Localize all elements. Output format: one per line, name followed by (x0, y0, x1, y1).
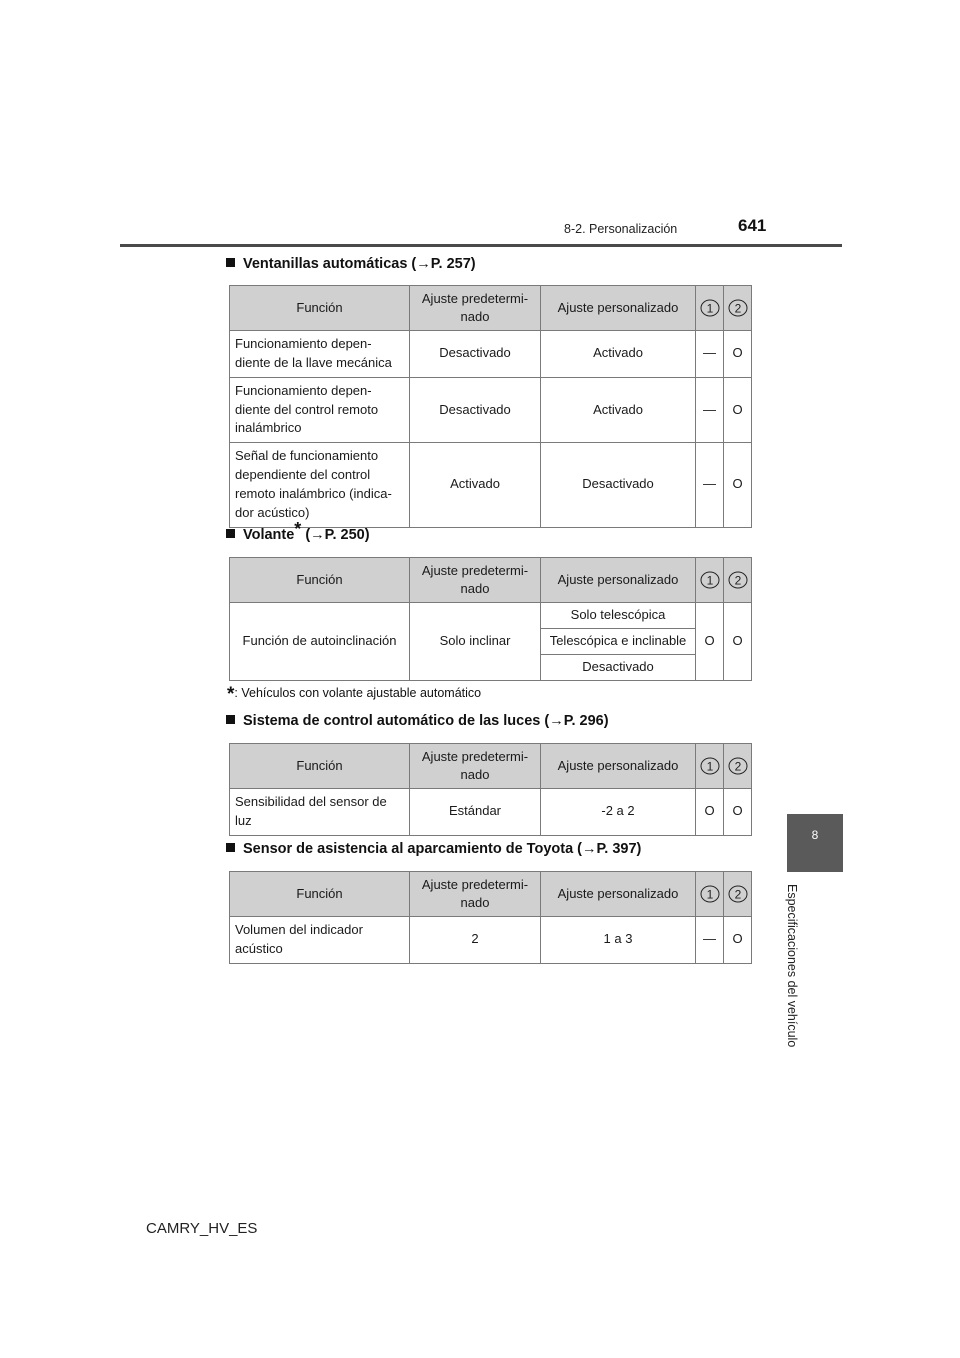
table-row (230, 443, 752, 527)
header-col-2 (724, 558, 752, 603)
table-row (230, 917, 752, 964)
circled-1-icon (700, 885, 720, 903)
cell-default: 2 (410, 917, 541, 964)
cell-funcion: Funcionamiento depen- diente de la llave mecánica (230, 331, 410, 378)
cell-default: Estándar (410, 789, 541, 836)
cell-custom-option: Telescópica e inclinable (541, 629, 696, 655)
table-row (230, 331, 752, 378)
cell-custom-option: Solo telescópica (541, 603, 696, 629)
table-row (230, 789, 752, 836)
header-ajuste-personalizado: Ajuste personalizado (541, 872, 696, 917)
section-label: 8-2. Personalización (564, 222, 678, 236)
cell-custom-option: Desactivado (541, 655, 696, 681)
col1-label: 1 (706, 573, 714, 588)
section-title-sensor (226, 841, 641, 857)
cell-col2: O (724, 603, 752, 681)
section-title-ventanillas (226, 256, 476, 272)
cell-col1: — (696, 377, 724, 443)
cell-funcion: Señal de funcionamiento dependiente del control remoto inalámbrico (indica- dor acústico) (230, 443, 410, 527)
chapter-label (785, 884, 808, 1054)
header-col-1 (696, 286, 724, 331)
document-code: CAMRY_HV_ES (146, 1220, 258, 1237)
table-luces (229, 743, 752, 836)
footnote-asterisk: * (227, 684, 235, 705)
cell-col2: O (724, 377, 752, 443)
header-col-2 (724, 286, 752, 331)
bullet-square-icon (226, 258, 235, 267)
table-row (230, 603, 752, 629)
header-col-1 (696, 872, 724, 917)
cell-col2: O (724, 331, 752, 378)
section-title-main: Volante (243, 527, 295, 543)
page-number: 641 (738, 216, 767, 235)
table-volante (229, 557, 752, 681)
header-funcion: Función (230, 286, 410, 331)
section-title-text: Ventanillas automáticas (→P. 257) (243, 256, 476, 272)
section-title-volante (226, 519, 370, 543)
circled-2-icon (728, 757, 748, 775)
col2-label: 2 (734, 887, 742, 902)
footnote (227, 684, 481, 706)
circled-2-icon (728, 885, 748, 903)
section-title-ref: (→P. 250) (301, 527, 370, 543)
cell-default: Desactivado (410, 331, 541, 378)
cell-default: Desactivado (410, 377, 541, 443)
circled-2-icon (728, 299, 748, 317)
table-header-row (230, 744, 752, 789)
header-funcion: Función (230, 744, 410, 789)
cell-col2: O (724, 443, 752, 527)
cell-custom: 1 a 3 (541, 917, 696, 964)
header-ajuste-personalizado: Ajuste personalizado (541, 286, 696, 331)
header-ajuste-predeterminado: Ajuste predetermi- nado (410, 744, 541, 789)
footnote-text: : Vehículos con volante ajustable automático (234, 686, 482, 700)
table-row (230, 377, 752, 443)
header-ajuste-personalizado: Ajuste personalizado (541, 558, 696, 603)
section-title-text: Sensor de asistencia al aparcamiento de Toyota (→P. 397) (243, 841, 642, 857)
cell-funcion: Función de autoinclinación (230, 603, 410, 681)
cell-col1: O (696, 603, 724, 681)
table-ventanillas (229, 285, 752, 528)
cell-funcion: Volumen del indicador acústico (230, 917, 410, 964)
page-header (0, 0, 960, 250)
cell-funcion: Sensibilidad del sensor de luz (230, 789, 410, 836)
table-header-row (230, 872, 752, 917)
col1-label: 1 (706, 887, 714, 902)
asterisk-mark: * (294, 519, 302, 539)
cell-col2: O (724, 917, 752, 964)
header-funcion: Función (230, 558, 410, 603)
bullet-square-icon (226, 843, 235, 852)
cell-custom: Desactivado (541, 443, 696, 527)
circled-1-icon (700, 571, 720, 589)
header-ajuste-predeterminado: Ajuste predetermi- nado (410, 286, 541, 331)
circled-1-icon (700, 757, 720, 775)
bullet-square-icon (226, 715, 235, 724)
header-col-2 (724, 744, 752, 789)
table-header-row (230, 558, 752, 603)
header-col-1 (696, 558, 724, 603)
cell-funcion: Funcionamiento depen- diente del control remoto inalámbrico (230, 377, 410, 443)
cell-custom: Activado (541, 331, 696, 378)
cell-default: Activado (410, 443, 541, 527)
cell-col1: — (696, 443, 724, 527)
cell-default: Solo inclinar (410, 603, 541, 681)
header-ajuste-personalizado: Ajuste personalizado (541, 744, 696, 789)
header-col-1 (696, 744, 724, 789)
header-ajuste-predeterminado: Ajuste predetermi- nado (410, 872, 541, 917)
table-sensor (229, 871, 752, 964)
circled-2-icon (728, 571, 748, 589)
col1-label: 1 (706, 759, 714, 774)
cell-col2: O (724, 789, 752, 836)
bullet-square-icon (226, 529, 235, 538)
col2-label: 2 (734, 573, 742, 588)
section-title-text: Sistema de control automático de las luces (→P. 296) (243, 713, 609, 729)
section-title-luces (226, 713, 609, 729)
cell-col1: — (696, 917, 724, 964)
header-ajuste-predeterminado: Ajuste predetermi- nado (410, 558, 541, 603)
col2-label: 2 (734, 759, 742, 774)
table-header-row (230, 286, 752, 331)
cell-custom: Activado (541, 377, 696, 443)
chapter-tab (787, 814, 843, 872)
chapter-label-text: Especificaciones del vehículo (785, 884, 799, 1048)
cell-col1: O (696, 789, 724, 836)
cell-col1: — (696, 331, 724, 378)
cell-custom: -2 a 2 (541, 789, 696, 836)
header-col-2 (724, 872, 752, 917)
header-rule (120, 244, 842, 247)
col2-label: 2 (734, 301, 742, 316)
circled-1-icon (700, 299, 720, 317)
header-funcion: Función (230, 872, 410, 917)
col1-label: 1 (706, 301, 714, 316)
chapter-number: 8 (811, 828, 819, 842)
